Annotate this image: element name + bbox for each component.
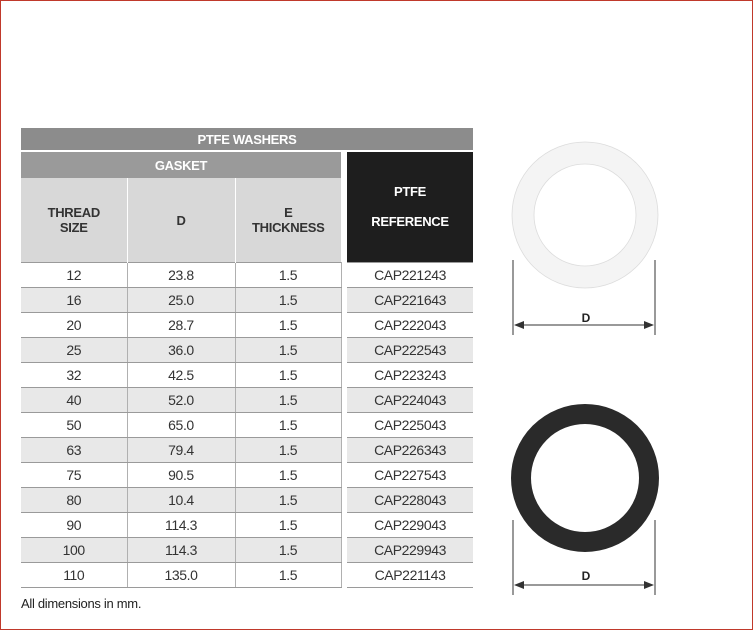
reference-cell: CAP222543 bbox=[347, 338, 473, 363]
thickness-cell: 1.5 bbox=[235, 563, 341, 588]
thread-size-cell: 20 bbox=[21, 313, 127, 338]
thickness-cell: 1.5 bbox=[235, 513, 341, 538]
reference-cell: CAP221643 bbox=[347, 288, 473, 313]
d-cell: 36.0 bbox=[127, 338, 235, 363]
thread-size-cell: 90 bbox=[21, 513, 127, 538]
thickness-header bbox=[235, 178, 341, 263]
thickness-cell: 1.5 bbox=[235, 438, 341, 463]
d-cell: 52.0 bbox=[127, 388, 235, 413]
reference-cell: CAP229043 bbox=[347, 513, 473, 538]
thickness-cell: 1.5 bbox=[235, 338, 341, 363]
thickness-cell: 1.5 bbox=[235, 488, 341, 513]
reference-cell: CAP225043 bbox=[347, 413, 473, 438]
reference-cell: CAP226343 bbox=[347, 438, 473, 463]
e-header-line1: E bbox=[284, 205, 293, 220]
thickness-cell: 1.5 bbox=[235, 413, 341, 438]
table-row bbox=[21, 563, 473, 588]
dim-arrow-left-icon bbox=[514, 321, 524, 329]
reference-cell: CAP223243 bbox=[347, 363, 473, 388]
ptfe-washers-table bbox=[21, 128, 473, 588]
reference-cell: CAP227543 bbox=[347, 463, 473, 488]
ref-header-line1: PTFE bbox=[394, 184, 427, 199]
table-row bbox=[21, 313, 473, 338]
thickness-cell: 1.5 bbox=[235, 463, 341, 488]
thread-size-cell: 110 bbox=[21, 563, 127, 588]
table-row bbox=[21, 538, 473, 563]
thread-size-cell: 50 bbox=[21, 413, 127, 438]
dim-arrow-left-icon-2 bbox=[514, 581, 524, 589]
table-row bbox=[21, 463, 473, 488]
thickness-cell: 1.5 bbox=[235, 288, 341, 313]
dim-arrow-right-icon-2 bbox=[644, 581, 654, 589]
ref-header-line2: REFERENCE bbox=[371, 214, 449, 229]
d-cell: 135.0 bbox=[127, 563, 235, 588]
thickness-cell: 1.5 bbox=[235, 313, 341, 338]
white-washer-inner-edge bbox=[534, 164, 636, 266]
d-cell: 114.3 bbox=[127, 538, 235, 563]
footnote: All dimensions in mm. bbox=[21, 596, 142, 611]
thread-size-cell: 25 bbox=[21, 338, 127, 363]
table-title: PTFE WASHERS bbox=[21, 128, 473, 151]
black-washer-shape bbox=[521, 414, 649, 542]
dim-arrow-right-icon bbox=[644, 321, 654, 329]
table-row bbox=[21, 363, 473, 388]
e-header-line2: THICKNESS bbox=[252, 220, 325, 235]
d-cell: 10.4 bbox=[127, 488, 235, 513]
thread-size-cell: 100 bbox=[21, 538, 127, 563]
reference-cell: CAP228043 bbox=[347, 488, 473, 513]
d-cell: 114.3 bbox=[127, 513, 235, 538]
thread-header-line1: THREAD bbox=[47, 205, 100, 220]
table-row bbox=[21, 288, 473, 313]
d-cell: 65.0 bbox=[127, 413, 235, 438]
d-cell: 90.5 bbox=[127, 463, 235, 488]
d-header: D bbox=[127, 178, 235, 263]
thread-size-cell: 32 bbox=[21, 363, 127, 388]
white-washer-shape bbox=[523, 153, 647, 277]
thread-size-cell: 63 bbox=[21, 438, 127, 463]
thickness-cell: 1.5 bbox=[235, 363, 341, 388]
reference-cell: CAP221243 bbox=[347, 263, 473, 288]
thread-size-cell: 40 bbox=[21, 388, 127, 413]
table-row bbox=[21, 438, 473, 463]
reference-cell: CAP224043 bbox=[347, 388, 473, 413]
d-cell: 23.8 bbox=[127, 263, 235, 288]
white-washer-diagram bbox=[500, 140, 670, 340]
reference-cell: CAP221143 bbox=[347, 563, 473, 588]
table-row bbox=[21, 413, 473, 438]
thickness-cell: 1.5 bbox=[235, 263, 341, 288]
reference-cell: CAP222043 bbox=[347, 313, 473, 338]
black-washer-diagram bbox=[500, 400, 670, 600]
thickness-cell: 1.5 bbox=[235, 388, 341, 413]
gasket-header: GASKET bbox=[21, 151, 341, 178]
thread-size-cell: 12 bbox=[21, 263, 127, 288]
thickness-cell: 1.5 bbox=[235, 538, 341, 563]
table-row bbox=[21, 513, 473, 538]
table-row bbox=[21, 388, 473, 413]
d-cell: 79.4 bbox=[127, 438, 235, 463]
table-body bbox=[21, 263, 473, 588]
table-row bbox=[21, 338, 473, 363]
ptfe-reference-header bbox=[347, 151, 473, 263]
thread-size-header bbox=[21, 178, 127, 263]
d-cell: 28.7 bbox=[127, 313, 235, 338]
thread-size-cell: 75 bbox=[21, 463, 127, 488]
reference-cell: CAP229943 bbox=[347, 538, 473, 563]
thread-header-line2: SIZE bbox=[59, 220, 88, 235]
table-row bbox=[21, 488, 473, 513]
top-dim-label: D bbox=[581, 311, 591, 325]
thread-size-cell: 80 bbox=[21, 488, 127, 513]
thread-size-cell: 16 bbox=[21, 288, 127, 313]
d-cell: 42.5 bbox=[127, 363, 235, 388]
table-row bbox=[21, 263, 473, 288]
d-cell: 25.0 bbox=[127, 288, 235, 313]
bottom-dim-label: D bbox=[581, 569, 591, 583]
